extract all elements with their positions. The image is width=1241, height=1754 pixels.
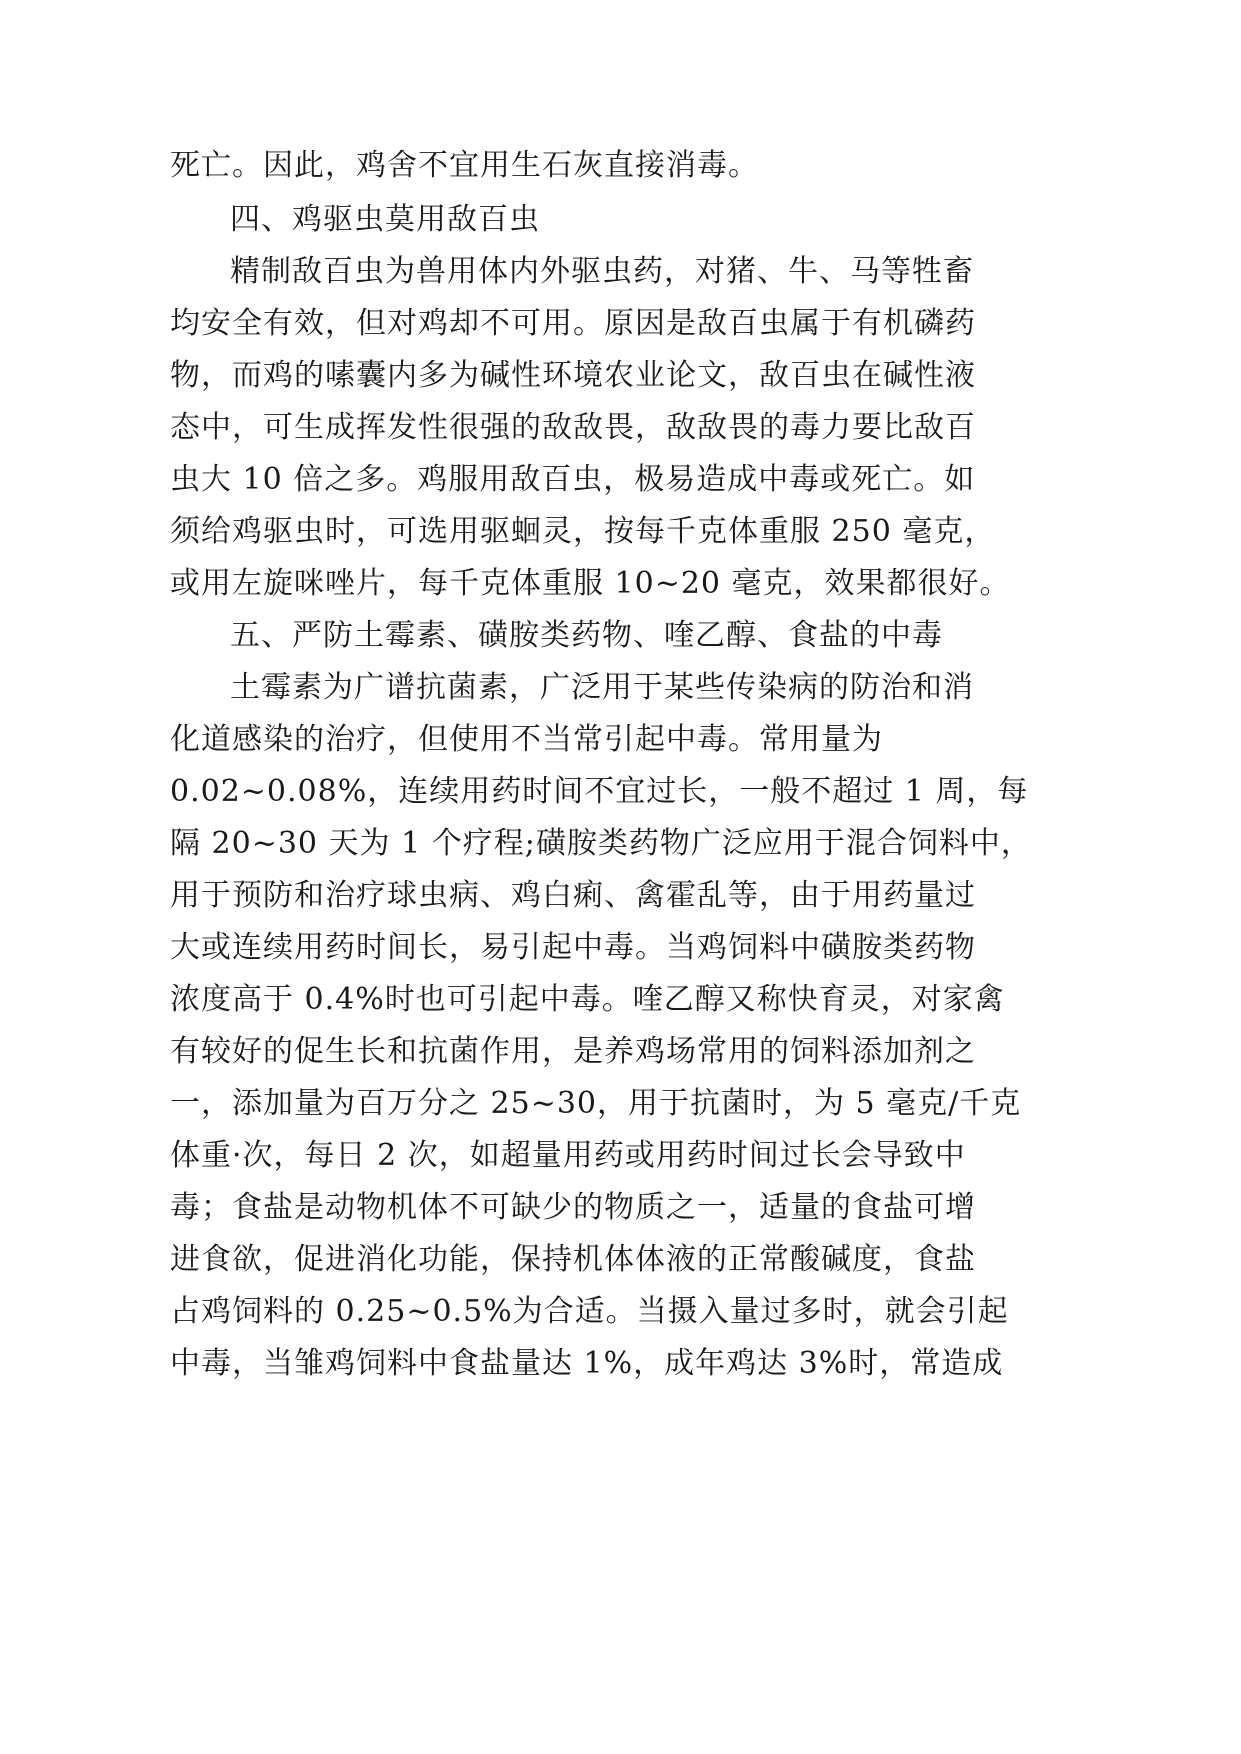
text-line: 体重·次，每日 2 次，如超量用药或用药时间过长会导致中 (170, 1138, 966, 1173)
text-line: 土霉素为广谱抗菌素，广泛用于某些传染病的防治和消 (230, 670, 974, 705)
text-line: 均安全有效，但对鸡却不可用。原因是敌百虫属于有机磷药 (170, 306, 976, 341)
text-line: 浓度高于 0.4%时也可引起中毒。喹乙醇又称快育灵，对家禽 (170, 982, 1005, 1017)
text-line: 0.02~0.08%，连续用药时间不宜过长，一般不超过 1 周，每 (170, 774, 1029, 809)
text-line: 用于预防和治疗球虫病、鸡白痢、禽霍乱等，由于用药量过 (170, 878, 976, 913)
text-line: 进食欲，促进消化功能，保持机体体液的正常酸碱度，食盐 (170, 1242, 976, 1277)
text-line: 毒；食盐是动物机体不可缺少的物质之一，适量的食盐可增 (170, 1190, 976, 1225)
text-line: 中毒，当雏鸡饲料中食盐量达 1%，成年鸡达 3%时，常造成 (170, 1346, 1004, 1381)
text-line: 一，添加量为百万分之 25~30，用于抗菌时，为 5 毫克/千克 (170, 1086, 1022, 1121)
text-line: 死亡。因此，鸡舍不宜用生石灰直接消毒。 (170, 148, 759, 183)
text-line: 虫大 10 倍之多。鸡服用敌百虫，极易造成中毒或死亡。如 (170, 462, 976, 497)
text-line: 占鸡饲料的 0.25~0.5%为合适。当摄入量过多时，就会引起 (170, 1294, 1009, 1329)
text-line: 大或连续用药时间长，易引起中毒。当鸡饲料中磺胺类药物 (170, 930, 976, 965)
text-line: 物，而鸡的嗉囊内多为碱性环境农业论文，敌百虫在碱性液 (170, 358, 976, 393)
text-line: 隔 20~30 天为 1 个疗程;磺胺类药物广泛应用于混合饲料中， (170, 826, 1032, 861)
text-line: 精制敌百虫为兽用体内外驱虫药，对猪、牛、马等牲畜 (230, 254, 974, 289)
text-line: 或用左旋咪唑片，每千克体重服 10~20 毫克，效果都很好。 (170, 566, 1011, 601)
text-line: 态中，可生成挥发性很强的敌敌畏，敌敌畏的毒力要比敌百 (170, 410, 976, 445)
text-line: 须给鸡驱虫时，可选用驱蛔灵，按每千克体重服 250 毫克， (170, 514, 996, 549)
text-line: 化道感染的治疗，但使用不当常引起中毒。常用量为 (170, 722, 883, 757)
text-line: 有较好的促生长和抗菌作用，是养鸡场常用的饲料添加剂之 (170, 1034, 976, 1069)
section-heading: 五、严防土霉素、磺胺类药物、喹乙醇、食盐的中毒 (230, 618, 943, 653)
section-heading: 四、鸡驱虫莫用敌百虫 (230, 202, 540, 237)
